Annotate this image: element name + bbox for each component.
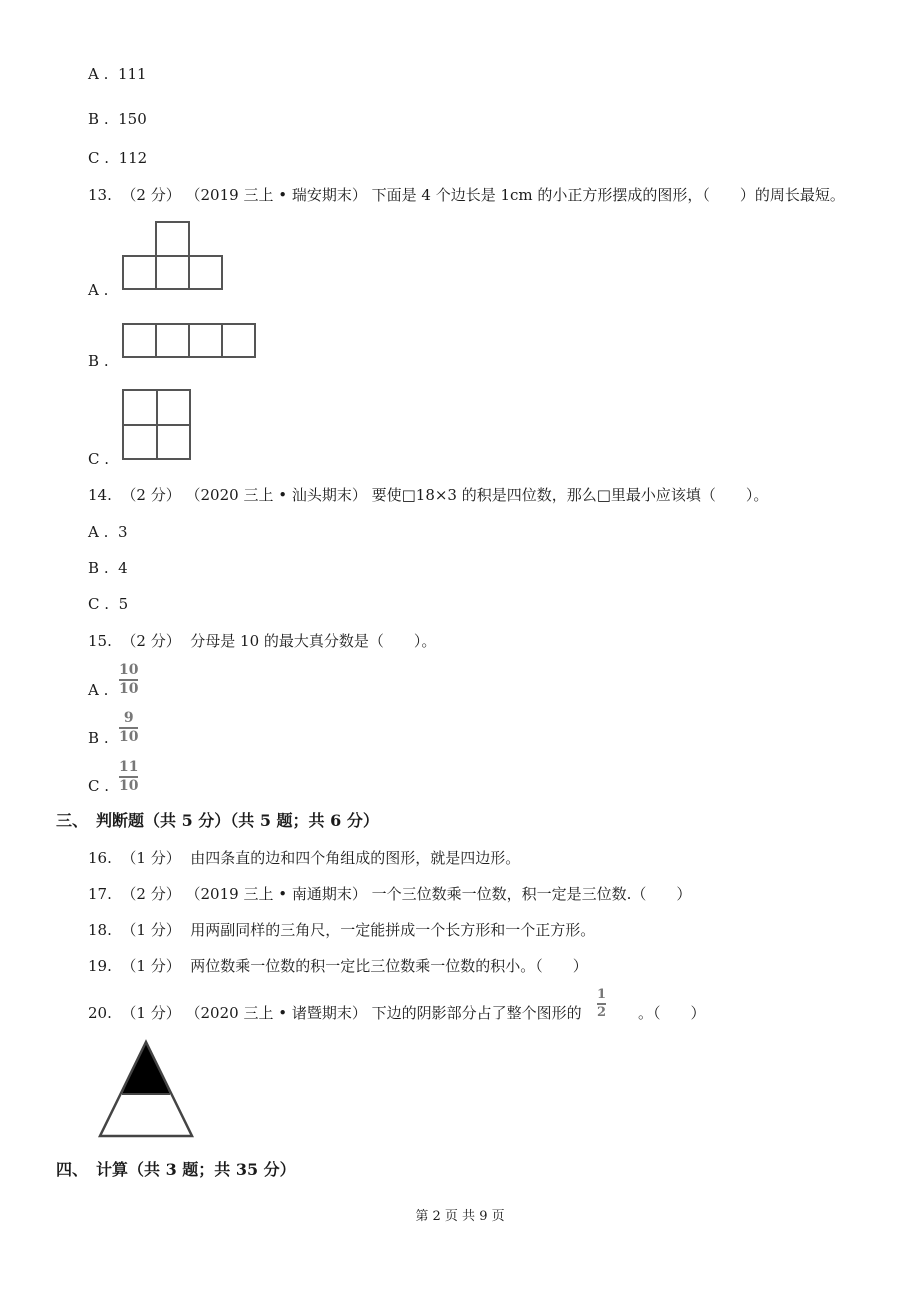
q14-option-a: A . 3 [88, 523, 128, 541]
shaded-region [122, 1042, 170, 1094]
question-16: 16. （1 分） 由四条直的边和四个角组成的图形，就是四边形。 [88, 849, 521, 867]
question-15 [88, 631, 436, 651]
question-13 [88, 185, 845, 205]
q20-fraction: 1 2 [597, 987, 607, 1020]
q15-option-c-fraction: 11 10 [119, 759, 139, 794]
page-footer: 第 2 页 共 9 页 [415, 1209, 505, 1224]
question-stem: 下面是 4 个边长是 1cm 的小正方形摆成的图形，（ ）的周长最短。 [371, 186, 845, 204]
question-stem: 分母是 10 的最大真分数是（ ）。 [190, 632, 437, 650]
question-source: （2020 三上 • 汕头期末） [185, 486, 367, 504]
section-4-heading: 四、 计算（共 3 题；共 35 分） [56, 1160, 296, 1179]
q13-figure-c [120, 387, 194, 463]
q15-option-b-fraction: 9 10 [119, 710, 139, 745]
q20-tail: 。（ ） [638, 1004, 706, 1022]
q12-option-c: C . 112 [88, 149, 148, 167]
question-17: 17. （2 分） （2019 三上 • 南通期末） 一个三位数乘一位数，积一定是三位数.（ ） [88, 885, 692, 903]
q15-option-a-label: A . [88, 681, 109, 699]
q12-option-a: A . 111 [88, 65, 147, 83]
q14-option-c: C . 5 [88, 595, 129, 613]
question-number: 13. [88, 186, 112, 204]
question-score: （2 分） [121, 632, 181, 650]
q14-option-b: B . 4 [88, 559, 128, 577]
question-source: （2019 三上 • 瑞安期末） [185, 186, 367, 204]
question-score: （2 分） [121, 486, 181, 504]
q15-option-c-label: C . [88, 777, 110, 795]
q20-triangle-figure [98, 1040, 196, 1140]
question-19: 19. （1 分） 两位数乘一位数的积一定比三位数乘一位数的积小。（ ） [88, 957, 588, 975]
q13-figure-b [120, 321, 260, 361]
section-3-heading: 三、 判断题（共 5 分）（共 5 题；共 6 分） [56, 811, 379, 830]
q15-option-a-fraction: 10 10 [119, 662, 139, 697]
q13-option-b-label: B . [88, 352, 109, 370]
question-number: 14. [88, 486, 112, 504]
q13-option-a-label: A . [88, 281, 109, 299]
q15-option-b-label: B . [88, 729, 109, 747]
question-number: 15. [88, 632, 112, 650]
question-18: 18. （1 分） 用两副同样的三角尺，一定能拼成一个长方形和一个正方形。 [88, 921, 596, 939]
q13-option-c-label: C . [88, 450, 110, 468]
q12-option-b: B . 150 [88, 110, 147, 128]
question-stem: 要使□18×3 的积是四位数，那么□里最小应该填（ ）。 [371, 486, 769, 504]
question-score: （2 分） [121, 186, 181, 204]
question-20: 20. （1 分） （2020 三上 • 诸暨期末） 下边的阴影部分占了整个图形的 [88, 1004, 582, 1022]
q13-figure-a [120, 219, 228, 295]
question-14 [88, 485, 768, 505]
